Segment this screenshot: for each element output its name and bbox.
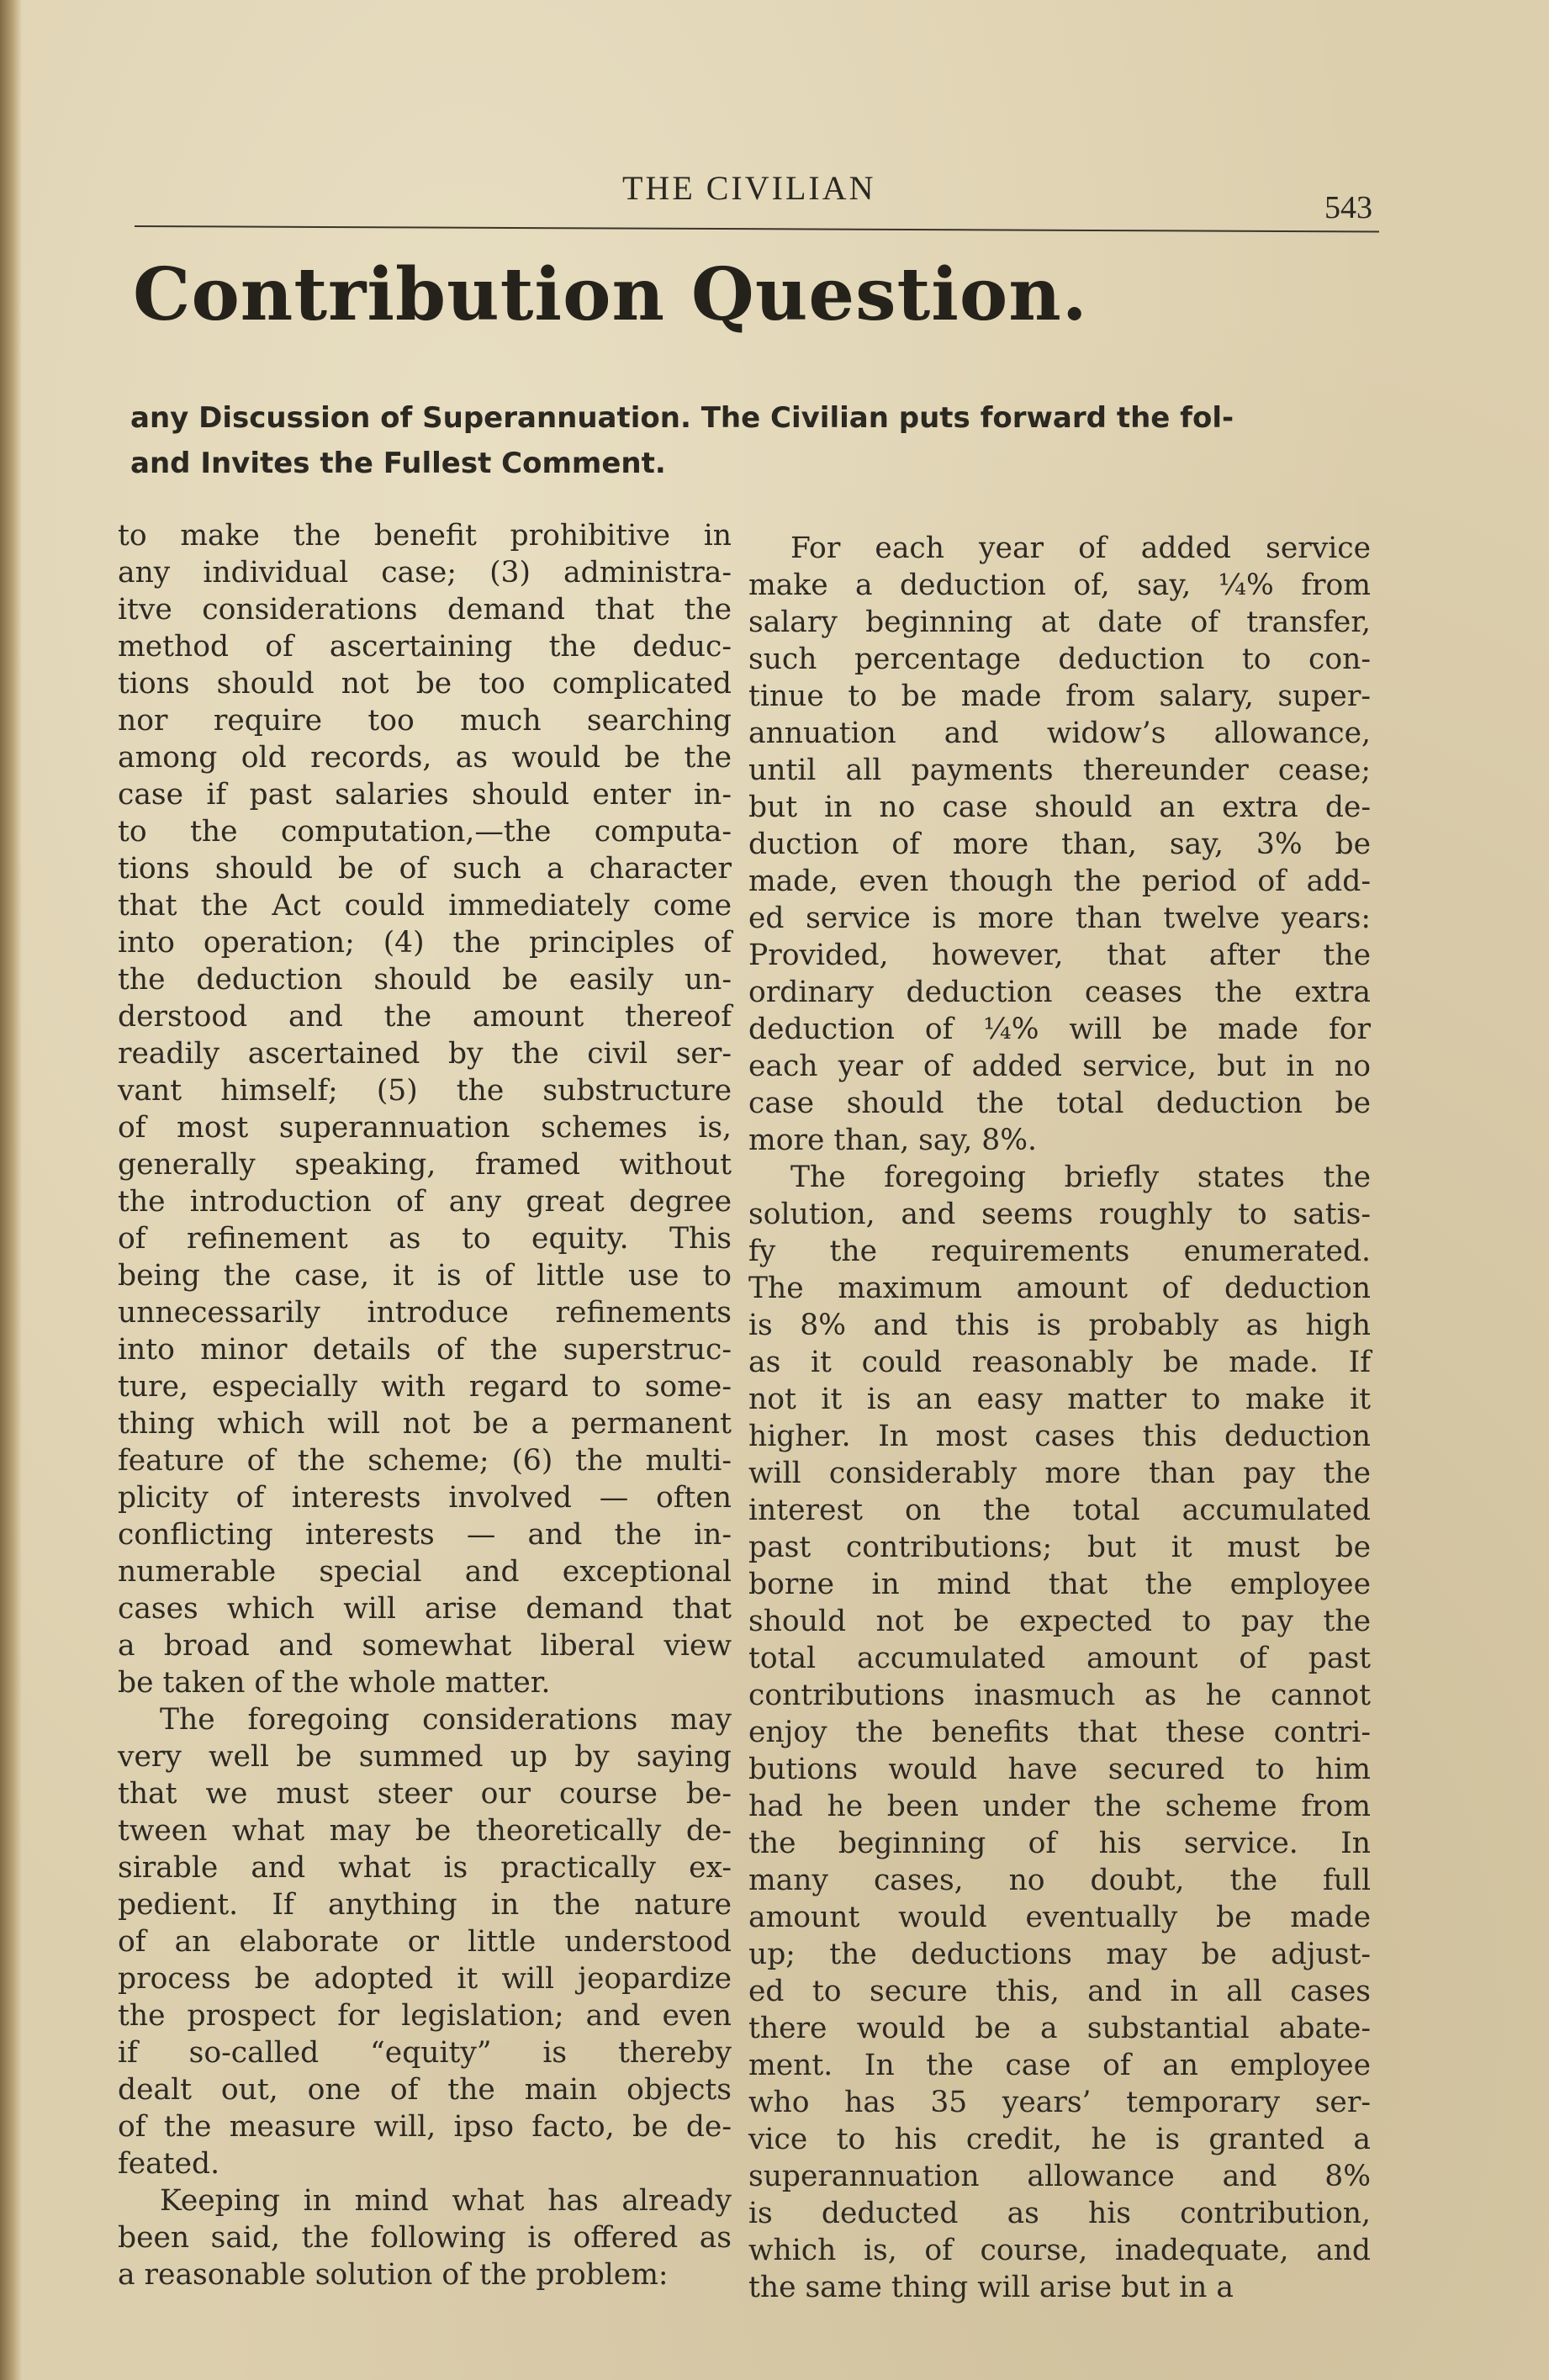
text-line: made, even though the period of add- xyxy=(748,865,1371,898)
text-line: is deducted as his contribution, xyxy=(748,2197,1371,2230)
text-line: into operation; (4) the principles of xyxy=(118,926,732,960)
text-line: tween what may be theoretically de- xyxy=(118,1814,732,1848)
text-line: salary beginning at date of transfer, xyxy=(748,606,1371,639)
running-header: THE CIVILIAN xyxy=(622,169,876,207)
text-line: there would be a substantial abate- xyxy=(748,2012,1371,2045)
text-line: superannuation allowance and 8% xyxy=(748,2160,1371,2193)
article-subtitle xyxy=(130,395,1367,486)
text-line: case if past salaries should enter in- xyxy=(118,778,732,812)
text-line: had he been under the scheme from xyxy=(748,1790,1371,1823)
text-line: tions should not be too complicated xyxy=(118,667,732,701)
text-line: more than, say, 8%. xyxy=(748,1124,1037,1157)
text-line: feated. xyxy=(118,2147,220,2181)
text-line: higher. In most cases this deduction xyxy=(748,1420,1371,1453)
article-title: Contribution Question. xyxy=(133,252,1088,337)
text-line: is 8% and this is probably as high xyxy=(748,1309,1371,1342)
text-line: make a deduction of, say, ¼% from xyxy=(748,569,1371,602)
text-line: ordinary deduction ceases the extra xyxy=(748,976,1371,1009)
text-line: the same thing will arise but in a xyxy=(748,2271,1234,2304)
text-line: each year of added service, but in no xyxy=(748,1050,1371,1083)
text-line: process be adopted it will jeopardize xyxy=(118,1962,732,1996)
text-line: case should the total deduction be xyxy=(748,1087,1371,1120)
text-line: that we must steer our course be- xyxy=(118,1777,732,1811)
text-line: sirable and what is practically ex- xyxy=(118,1851,732,1885)
text-line: such percentage deduction to con- xyxy=(748,643,1371,676)
text-line: will considerably more than pay the xyxy=(748,1457,1371,1490)
text-line: up; the deductions may be adjust- xyxy=(748,1938,1371,1971)
text-line: be taken of the whole matter. xyxy=(118,1666,551,1700)
text-line: any individual case; (3) administra- xyxy=(118,556,732,590)
subtitle-line: any Discussion of Superannuation. The Civilian puts forward the fol- xyxy=(130,401,1234,435)
text-line: as it could reasonably be made. If xyxy=(748,1346,1371,1379)
text-line: tinue to be made from salary, super- xyxy=(748,680,1371,713)
text-line: unnecessarily introduce refinements xyxy=(118,1296,732,1330)
text-line: enjoy the benefits that these contri- xyxy=(748,1716,1371,1749)
text-line: of most superannuation schemes is, xyxy=(118,1111,732,1145)
text-line: borne in mind that the employee xyxy=(748,1568,1371,1601)
text-line: contributions inasmuch as he cannot xyxy=(748,1679,1371,1712)
text-line: been said, the following is offered as xyxy=(118,2221,732,2255)
text-line: readily ascertained by the civil ser- xyxy=(118,1037,732,1071)
text-line: duction of more than, say, 3% be xyxy=(748,828,1371,861)
text-line: ment. In the case of an employee xyxy=(748,2049,1371,2082)
text-line: For each year of added service xyxy=(790,532,1371,565)
text-line: tions should be of such a character xyxy=(118,852,732,886)
text-line: fy the requirements enumerated. xyxy=(748,1235,1371,1268)
text-line: to the computation,—the computa- xyxy=(118,815,732,849)
text-line: very well be summed up by saying xyxy=(118,1740,732,1774)
text-line: amount would eventually be made xyxy=(748,1901,1371,1934)
text-line: ture, especially with regard to some- xyxy=(118,1370,732,1404)
text-line: which is, of course, inadequate, and xyxy=(748,2234,1371,2267)
text-line: of refinement as to equity. This xyxy=(118,1222,732,1256)
text-line: a broad and somewhat liberal view xyxy=(118,1629,732,1663)
left-text-column xyxy=(118,517,732,2293)
text-line: Keeping in mind what has already xyxy=(160,2184,732,2218)
text-line: of the measure will, ipso facto, be de- xyxy=(118,2110,732,2144)
text-line: of an elaborate or little understood xyxy=(118,1925,732,1959)
text-line: vice to his credit, he is granted a xyxy=(748,2123,1371,2156)
text-line: plicity of interests involved — often xyxy=(118,1481,732,1515)
text-line: pedient. If anything in the nature xyxy=(118,1888,732,1922)
text-line: who has 35 years’ temporary ser- xyxy=(748,2086,1371,2119)
text-line: Provided, however, that after the xyxy=(748,939,1371,972)
text-line: dealt out, one of the main objects xyxy=(118,2073,732,2107)
right-text-column xyxy=(748,530,1371,2306)
text-line: generally speaking, framed without xyxy=(118,1148,732,1182)
text-line: ed service is more than twelve years: xyxy=(748,902,1371,935)
text-line: the beginning of his service. In xyxy=(748,1827,1371,1860)
text-line: itve considerations demand that the xyxy=(118,593,732,627)
text-line: being the case, it is of little use to xyxy=(118,1259,732,1293)
text-line: until all payments thereunder cease; xyxy=(748,754,1371,787)
text-line: vant himself; (5) the substructure xyxy=(118,1074,732,1108)
subtitle-line: and Invites the Fullest Comment. xyxy=(130,447,666,480)
text-line: nor require too much searching xyxy=(118,704,732,738)
text-line: not it is an easy matter to make it xyxy=(748,1383,1371,1416)
text-line: past contributions; but it must be xyxy=(748,1531,1371,1564)
text-line: to make the benefit prohibitive in xyxy=(118,519,732,553)
text-line: the introduction of any great degree xyxy=(118,1185,732,1219)
text-line: the deduction should be easily un- xyxy=(118,963,732,997)
text-line: method of ascertaining the deduc- xyxy=(118,630,732,664)
text-line: The maximum amount of deduction xyxy=(748,1272,1371,1305)
text-line: annuation and widow’s allowance, xyxy=(748,717,1371,750)
text-line: cases which will arise demand that xyxy=(118,1592,732,1626)
text-line: conflicting interests — and the in- xyxy=(118,1518,732,1552)
text-line: butions would have secured to him xyxy=(748,1753,1371,1786)
text-line: many cases, no doubt, the full xyxy=(748,1864,1371,1897)
text-line: a reasonable solution of the problem: xyxy=(118,2258,669,2292)
text-line: should not be expected to pay the xyxy=(748,1605,1371,1638)
page-edge-shadow xyxy=(0,0,22,2380)
text-line: interest on the total accumulated xyxy=(748,1494,1371,1527)
text-line: solution, and seems roughly to satis- xyxy=(748,1198,1371,1231)
text-line: The foregoing briefly states the xyxy=(790,1161,1371,1194)
text-line: among old records, as would be the xyxy=(118,741,732,775)
text-line: deduction of ¼% will be made for xyxy=(748,1013,1371,1046)
text-line: if so-called “equity” is thereby xyxy=(118,2036,732,2070)
text-line: total accumulated amount of past xyxy=(748,1642,1371,1675)
text-line: ed to secure this, and in all cases xyxy=(748,1975,1371,2008)
text-line: numerable special and exceptional xyxy=(118,1555,732,1589)
text-line: that the Act could immediately come xyxy=(118,889,732,923)
text-line: derstood and the amount thereof xyxy=(118,1000,732,1034)
text-line: thing which will not be a permanent xyxy=(118,1407,732,1441)
text-line: into minor details of the superstruc- xyxy=(118,1333,732,1367)
page-number: 543 xyxy=(1324,190,1372,225)
text-line: but in no case should an extra de- xyxy=(748,791,1371,824)
text-line: feature of the scheme; (6) the multi- xyxy=(118,1444,732,1478)
header-rule xyxy=(135,225,1379,232)
text-line: The foregoing considerations may xyxy=(160,1703,732,1737)
text-line: the prospect for legislation; and even xyxy=(118,1999,732,2033)
